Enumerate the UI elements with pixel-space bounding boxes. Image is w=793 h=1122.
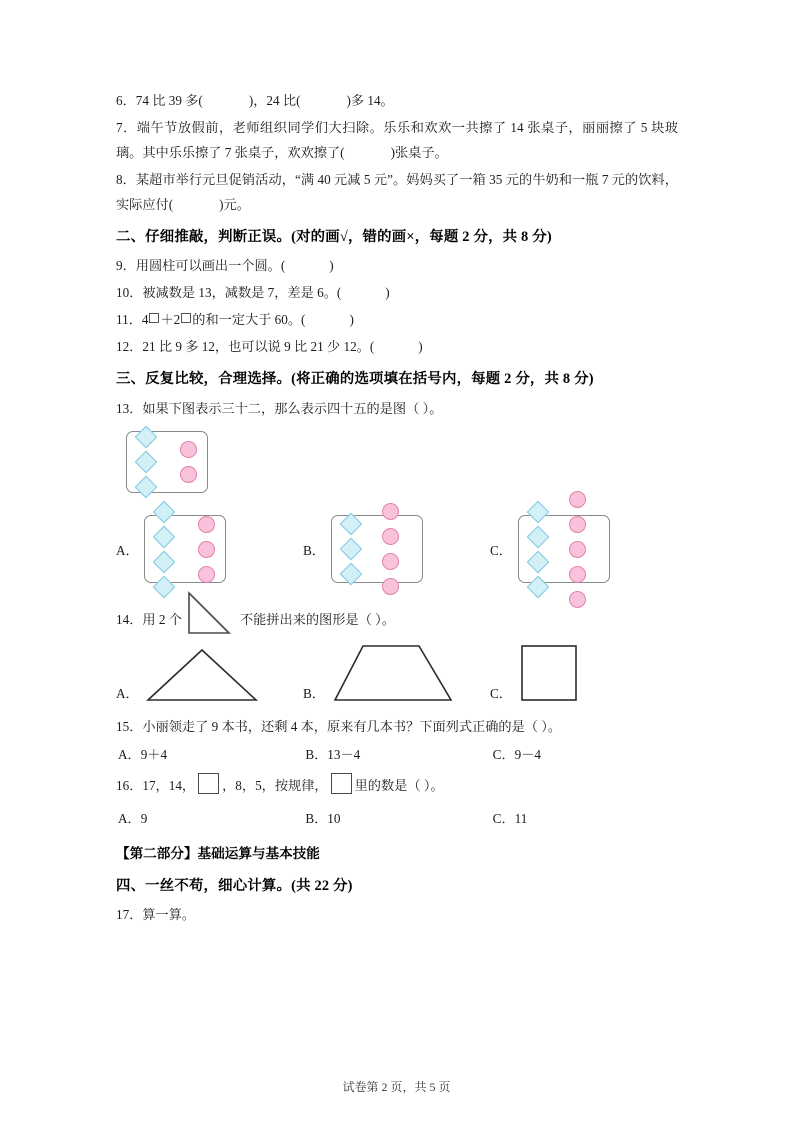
question-14-text-before: 14．用 2 个 — [116, 612, 182, 627]
diamond-icon — [340, 564, 361, 585]
question-16-text-b: ，8，5，按规律， — [222, 778, 328, 793]
question-10-close: ) — [385, 285, 390, 300]
option-a[interactable]: A．9 — [118, 811, 148, 826]
circle-group — [196, 514, 217, 585]
question-7 — [116, 115, 678, 165]
question-8 — [116, 167, 678, 217]
diamond-group — [135, 427, 172, 498]
diamond-icon — [527, 526, 548, 547]
diamond-icon — [153, 526, 174, 547]
option-c-label: C． — [490, 686, 512, 701]
question-17-stem: 17．算一算。 — [116, 907, 196, 922]
diamond-icon — [340, 514, 361, 535]
option-a-label: A． — [116, 542, 139, 558]
option-b[interactable] — [303, 642, 490, 704]
question-14-text-after: 不能拼出来的图形是（ ）。 — [239, 612, 395, 627]
circle-icon — [567, 514, 588, 535]
option-c-figure — [518, 515, 610, 583]
question-15-stem: 15．小丽领走了 9 本书，还剩 4 本，原来有几本书？下面列式正确的是（ ）。 — [116, 719, 562, 734]
question-16-text-c: 里的数是（ ）。 — [354, 778, 444, 793]
option-b[interactable] — [303, 515, 490, 583]
question-6 — [116, 88, 678, 113]
option-b[interactable]: B．13－4 — [305, 747, 361, 762]
question-16-options — [116, 806, 678, 831]
question-11 — [116, 307, 678, 332]
question-14-options — [116, 642, 678, 704]
question-7-tail: )张桌子。 — [390, 145, 448, 160]
circle-icon — [567, 589, 588, 610]
part-two-title: 【第二部分】基础运算与基本技能 — [116, 846, 320, 861]
page-content — [116, 88, 678, 929]
option-b-label: B． — [303, 542, 325, 558]
question-8-tail: )元。 — [219, 197, 250, 212]
empty-box-icon — [149, 313, 159, 323]
question-12-text: 12．21 比 9 多 12，也可以说 9 比 21 少 12。( — [116, 339, 375, 354]
circle-icon — [567, 489, 588, 510]
diamond-icon — [527, 501, 548, 522]
sequence-blank-box[interactable] — [331, 773, 352, 794]
question-11-text-a: 11．4 — [116, 312, 149, 327]
question-9 — [116, 253, 678, 278]
option-b-label: B． — [303, 686, 325, 701]
diamond-icon — [153, 551, 174, 572]
question-11-close: ) — [349, 312, 354, 327]
diamond-group — [153, 501, 190, 597]
question-12-close: ) — [418, 339, 423, 354]
question-9-close: ) — [329, 258, 334, 273]
circle-icon — [196, 539, 217, 560]
circle-group — [380, 501, 414, 597]
question-11-text-b: ＋2 — [160, 312, 181, 327]
question-13-sample — [116, 431, 678, 493]
triangle-shape-icon — [144, 646, 260, 704]
question-13-options — [116, 515, 678, 583]
right-triangle-icon — [186, 591, 232, 635]
option-b-figure — [331, 515, 423, 583]
question-10-text: 10．被减数是 13，减数是 7，差是 6。( — [116, 285, 342, 300]
circle-icon — [380, 501, 401, 522]
circle-icon — [380, 551, 401, 572]
circle-icon — [567, 564, 588, 585]
circle-icon — [196, 514, 217, 535]
question-16-stem — [116, 773, 678, 798]
question-13-stem: 13．如果下图表示三十二，那么表示四十五的是图（ ）。 — [116, 401, 443, 416]
option-b[interactable]: B．10 — [305, 811, 341, 826]
circle-icon — [196, 564, 217, 585]
square-shape-icon — [518, 642, 582, 704]
diamond-group — [340, 514, 374, 585]
question-8-text: 8．某超市举行元旦促销活动，“满 40 元减 5 元”。妈妈买了一箱 35 元的牛奶和一瓶 7 元的饮料，实际应付( — [116, 172, 678, 212]
diamond-icon — [135, 427, 156, 448]
option-c-label: C． — [490, 542, 512, 558]
question-15-options — [116, 742, 678, 767]
circle-icon — [380, 576, 401, 597]
question-10 — [116, 280, 678, 305]
circle-icon — [178, 464, 199, 485]
circle-group — [567, 489, 601, 610]
option-a-figure — [144, 515, 226, 583]
diamond-icon — [527, 551, 548, 572]
section-three-heading: 三、反复比较，合理选择。(将正确的选项填在括号内，每题 2 分，共 8 分) — [116, 371, 594, 387]
circle-group — [178, 439, 199, 485]
page-footer: 试卷第 2 页，共 5 页 — [342, 1080, 451, 1094]
diamond-icon — [527, 576, 548, 597]
section-four-heading: 四、一丝不苟，细心计算。(共 22 分) — [116, 878, 353, 894]
option-c[interactable]: C．11 — [492, 811, 528, 826]
option-a-label: A． — [116, 686, 139, 701]
sequence-blank-box[interactable] — [198, 773, 219, 794]
question-12 — [116, 334, 678, 359]
question-6-part1: 6．74 比 39 多( — [116, 93, 203, 108]
question-6-part3: )多 14。 — [346, 93, 394, 108]
question-7-text: 7．端午节放假前，老师组织同学们大扫除。乐乐和欢欢一共擦了 14 张桌子，丽丽擦了 5 块玻璃。其中乐乐擦了 7 张桌子，欢欢擦了( — [116, 120, 678, 160]
trapezoid-shape-icon — [331, 642, 455, 704]
option-c[interactable]: C．9－4 — [492, 747, 542, 762]
option-a[interactable] — [116, 646, 303, 704]
diamond-icon — [340, 539, 361, 560]
circle-icon — [380, 526, 401, 547]
question-11-text-c: 的和一定大于 60。( — [192, 312, 306, 327]
circle-icon — [178, 439, 199, 460]
diamond-icon — [153, 576, 174, 597]
option-c[interactable] — [490, 642, 677, 704]
option-a[interactable] — [116, 515, 303, 583]
question-16-text-a: 16．17，14， — [116, 778, 196, 793]
section-two-heading: 二、仔细推敲，判断正误。(对的画√，错的画×，每题 2 分，共 8 分) — [116, 229, 552, 245]
option-a[interactable]: A．9＋4 — [118, 747, 168, 762]
diamond-icon — [135, 477, 156, 498]
question-6-part2: )，24 比( — [248, 93, 301, 108]
option-c[interactable] — [490, 515, 677, 583]
diamond-icon — [153, 501, 174, 522]
diamond-group — [527, 501, 561, 597]
circle-icon — [567, 539, 588, 560]
sample-figure-card — [126, 431, 208, 493]
question-9-text: 9．用圆柱可以画出一个圆。( — [116, 258, 286, 273]
diamond-icon — [135, 452, 156, 473]
empty-box-icon — [181, 313, 191, 323]
